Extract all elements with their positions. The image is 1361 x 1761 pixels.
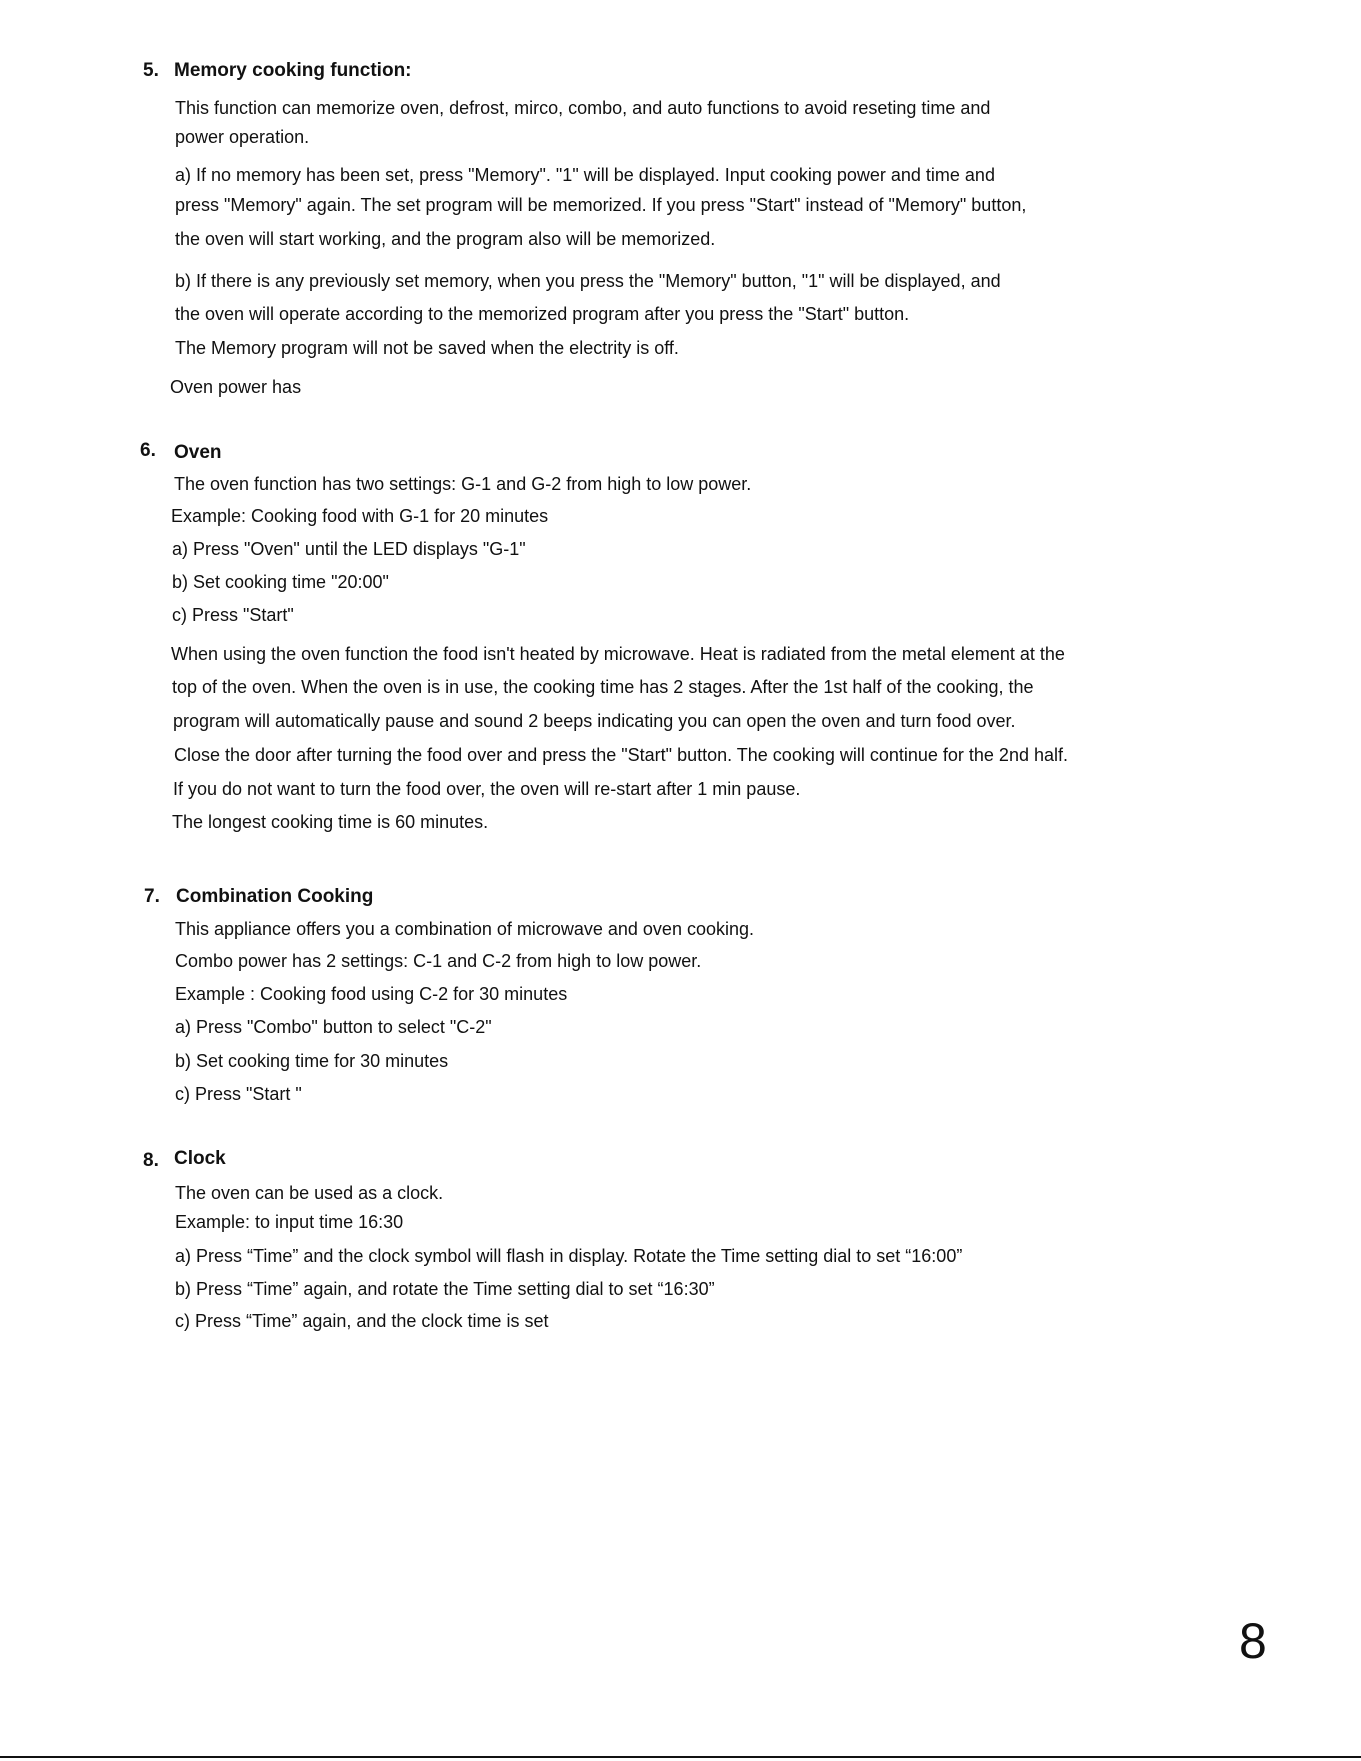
bottom-rule: [0, 1756, 1361, 1758]
body-line: b) If there is any previously set memory, when you press the "Memory" button, "1" will be displayed, and: [175, 271, 1001, 291]
body-line: This function can memorize oven, defrost, mirco, combo, and auto functions to avoid reseting time and: [175, 98, 991, 118]
body-line: If you do not want to turn the food over, the oven will re-start after 1 min pause.: [173, 779, 801, 799]
body-line: When using the oven function the food isn't heated by microwave. Heat is radiated from the metal element at the: [171, 644, 1065, 664]
body-line: a) Press "Oven" until the LED displays "G-1": [172, 539, 526, 559]
body-line: a) Press “Time” and the clock symbol will flash in display. Rotate the Time setting dial to set “16:00”: [175, 1246, 963, 1266]
body-line: The longest cooking time is 60 minutes.: [172, 812, 489, 832]
body-line: program will automatically pause and sound 2 beeps indicating you can open the oven and turn food over.: [173, 711, 1016, 731]
body-line: b) Press “Time” again, and rotate the Time setting dial to set “16:30”: [175, 1279, 715, 1299]
body-line: c) Press “Time” again, and the clock time is set: [175, 1311, 549, 1331]
body-line: The oven function has two settings: G-1 and G-2 from high to low power.: [174, 474, 752, 494]
section-number: 6.: [140, 440, 156, 461]
body-line: a) Press "Combo" button to select "C-2": [175, 1017, 492, 1037]
body-line: Close the door after turning the food over and press the "Start" button. The cooking will continue for the 2nd half.: [174, 745, 1068, 765]
body-line: press "Memory" again. The set program will be memorized. If you press "Start" instead of "Memory" button,: [175, 195, 1027, 215]
section-heading: Clock: [174, 1148, 226, 1169]
body-line: the oven will operate according to the memorized program after you press the "Start" button.: [175, 304, 910, 324]
section-number: 8.: [143, 1150, 159, 1171]
section-number: 7.: [144, 886, 160, 907]
section-heading: Oven: [174, 442, 222, 463]
body-line: a) If no memory has been set, press "Memory". "1" will be displayed. Input cooking power and time and: [175, 165, 995, 185]
body-line: c) Press "Start": [172, 605, 294, 625]
body-line: top of the oven. When the oven is in use, the cooking time has 2 stages. After the 1st half of the cooking, the: [172, 677, 1034, 697]
body-line: Oven power has: [170, 377, 302, 397]
page-number: 8: [1239, 1613, 1267, 1669]
body-line: Example : Cooking food using C-2 for 30 minutes: [175, 984, 568, 1004]
body-line: power operation.: [175, 127, 310, 147]
body-line: b) Set cooking time for 30 minutes: [175, 1051, 449, 1071]
section-heading: Combination Cooking: [176, 886, 374, 907]
body-line: Combo power has 2 settings: C-1 and C-2 from high to low power.: [175, 951, 702, 971]
body-line: Example: Cooking food with G-1 for 20 minutes: [171, 506, 549, 526]
body-line: The Memory program will not be saved when the electrity is off.: [175, 338, 679, 358]
body-line: The oven can be used as a clock.: [175, 1183, 444, 1203]
body-line: the oven will start working, and the program also will be memorized.: [175, 229, 716, 249]
section-number: 5.: [143, 60, 159, 81]
body-line: b) Set cooking time "20:00": [172, 572, 389, 592]
body-line: c) Press "Start ": [175, 1084, 302, 1104]
section-heading: Memory cooking function:: [174, 60, 412, 81]
body-line: This appliance offers you a combination of microwave and oven cooking.: [175, 919, 754, 939]
body-line: Example: to input time 16:30: [175, 1212, 404, 1232]
